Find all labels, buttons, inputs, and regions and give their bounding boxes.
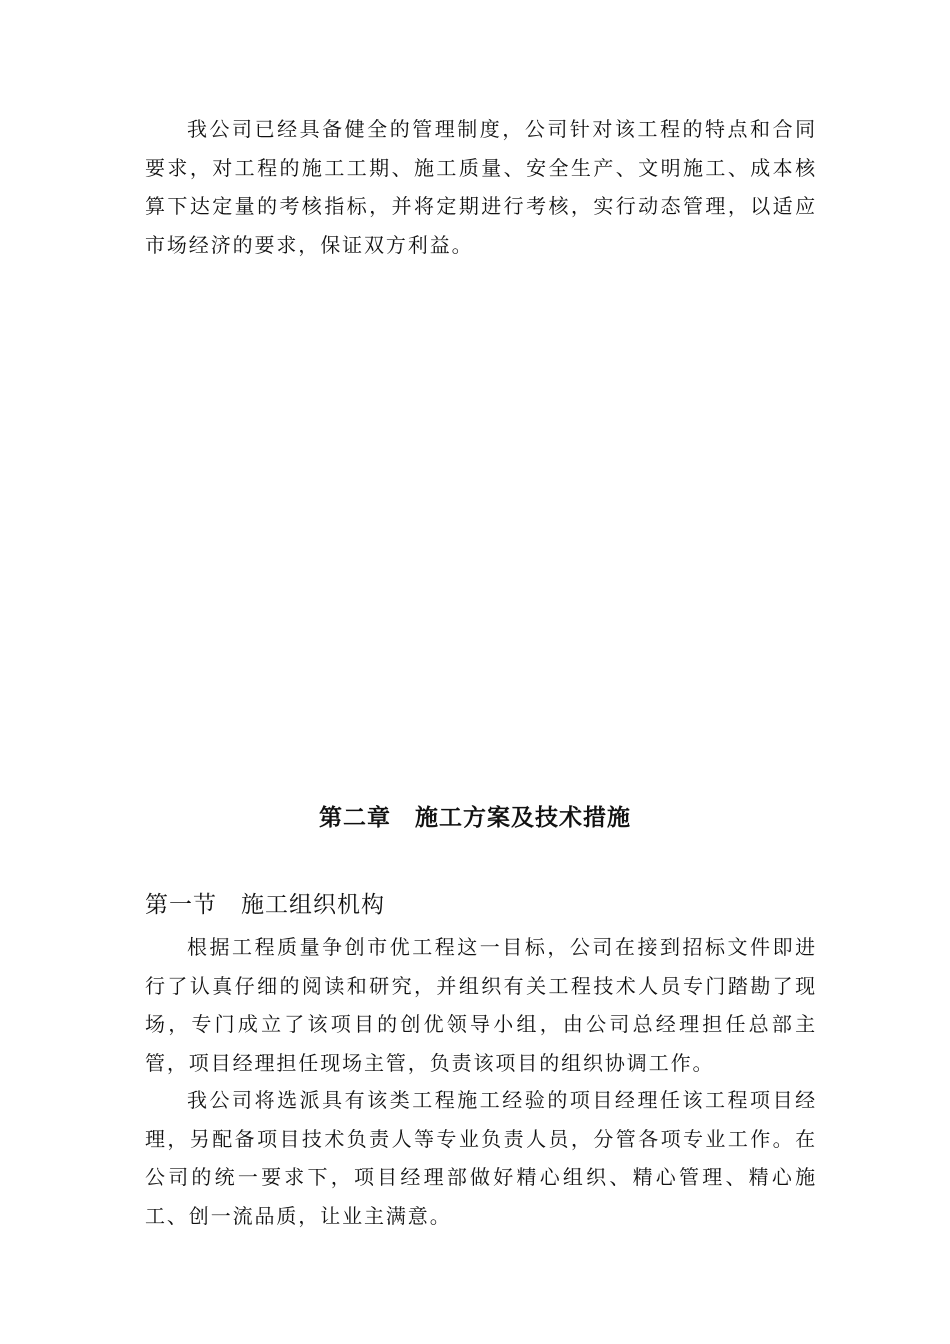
chapter-title: 第二章 施工方案及技术措施 <box>319 805 631 831</box>
section-title: 第一节 施工组织机构 <box>145 892 385 918</box>
section-paragraph: 根据工程质量争创市优工程这一目标，公司在接到招标文件即进行了认真仔细的阅读和研究，并组织有关工程技术人员专门踏勘了现场，专门成立了该项目的创优领导小组，由公司总经理担任总部主管，项目经理担任现场主管，负责该项目的组织协调工作。 <box>145 935 817 1075</box>
intro-paragraph: 我公司已经具备健全的管理制度，公司针对该工程的特点和合同要求，对工程的施工工期、施工质量、安全生产、文明施工、成本核算下达定量的考核指标，并将定期进行考核，实行动态管理，以适应市场经济的要求，保证双方利益。 <box>145 117 817 257</box>
section-paragraph: 我公司将选派具有该类工程施工经验的项目经理任该工程项目经理，另配备项目技术负责人等专业负责人员，分管各项专业工作。在公司的统一要求下，项目经理部做好精心组织、精心管理、精心施工、创一流品质，让业主满意。 <box>145 1088 817 1228</box>
